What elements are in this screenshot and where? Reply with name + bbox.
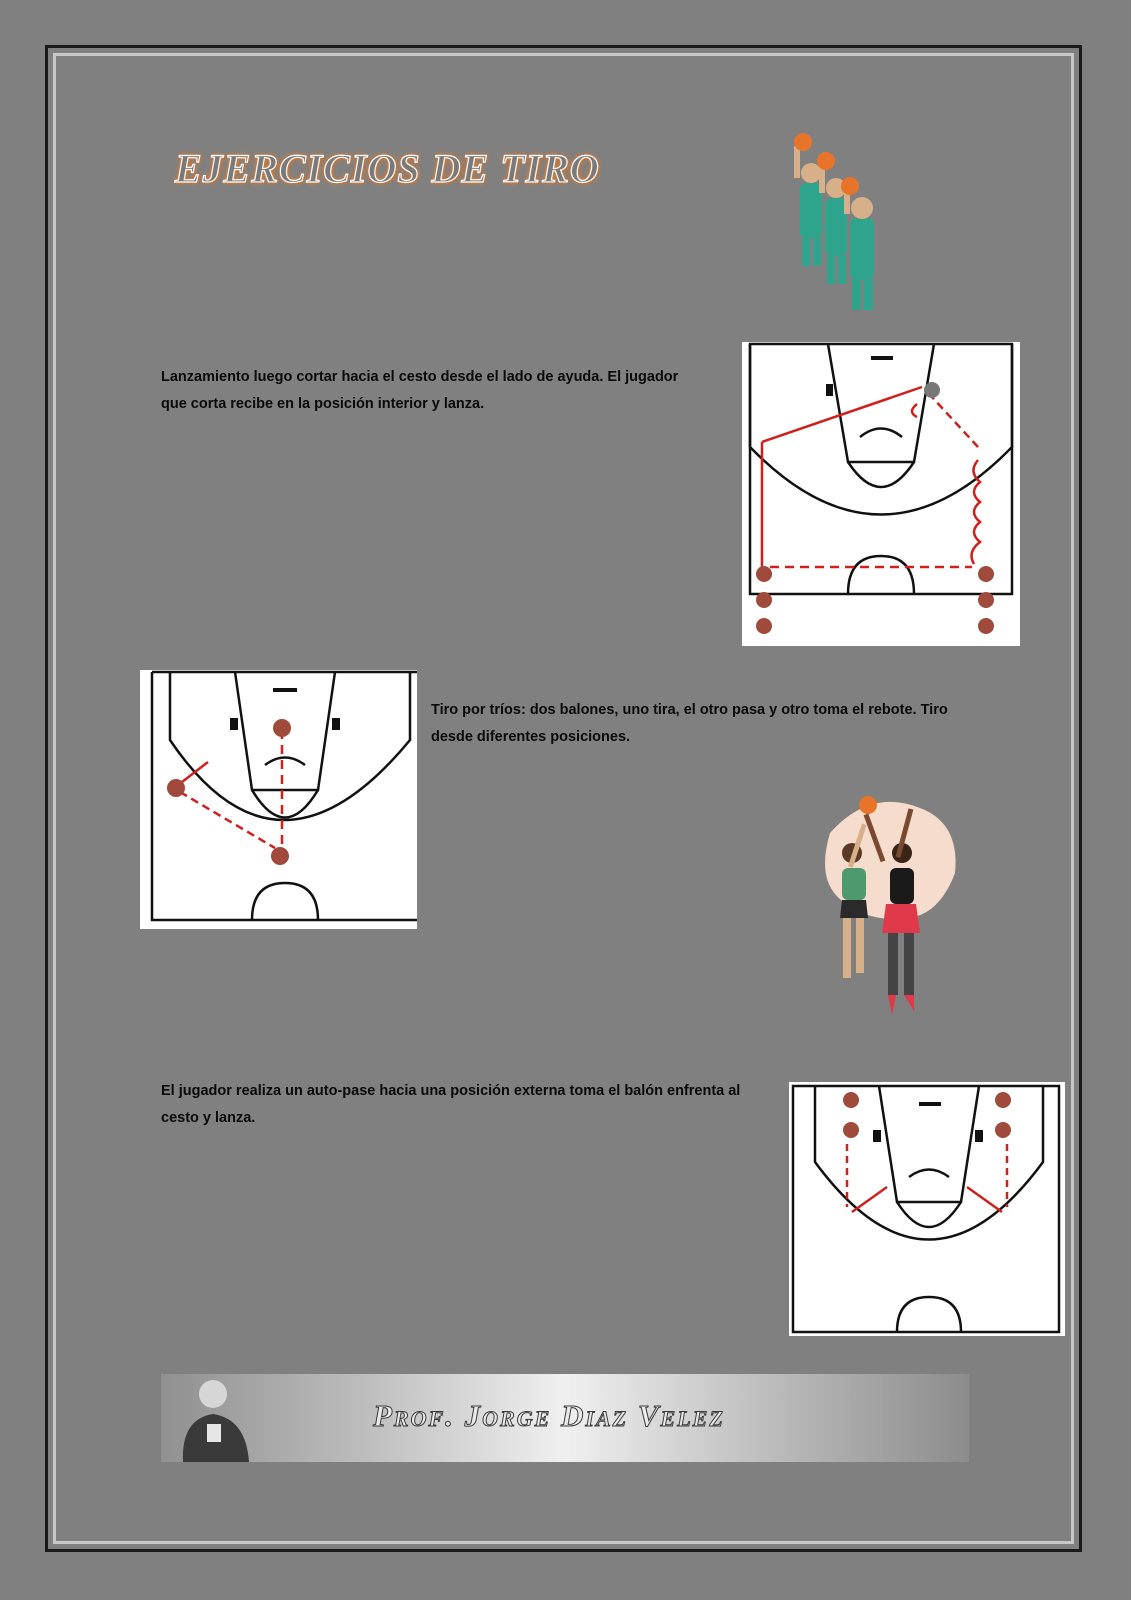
page-title: EJERCICIOS DE TIRO — [175, 146, 600, 191]
court-diagram-1 — [742, 342, 1020, 646]
author-banner — [161, 1374, 969, 1462]
exercise-3-text: El jugador realiza un auto-pase hacia una posición externa toma el balón enfrenta al cesto y lanza. — [161, 1083, 741, 1126]
court-diagram-2 — [140, 670, 417, 929]
shooters-illustration — [790, 128, 905, 318]
author-name: Prof. Jorge Diaz Velez — [373, 1398, 725, 1433]
author-photo — [171, 1374, 256, 1462]
court-diagram-3 — [789, 1082, 1065, 1336]
exercise-1-text: Lanzamiento luego cortar hacia el cesto desde el lado de ayuda. El jugador que corta recibe en la posición interior y lanza. — [161, 369, 679, 412]
exercise-2-text: Tiro por tríos: dos balones, uno tira, el otro pasa y otro toma el rebote. Tiro desde diferentes posiciones. — [431, 702, 948, 745]
players-jumping-illustration — [810, 793, 965, 1023]
